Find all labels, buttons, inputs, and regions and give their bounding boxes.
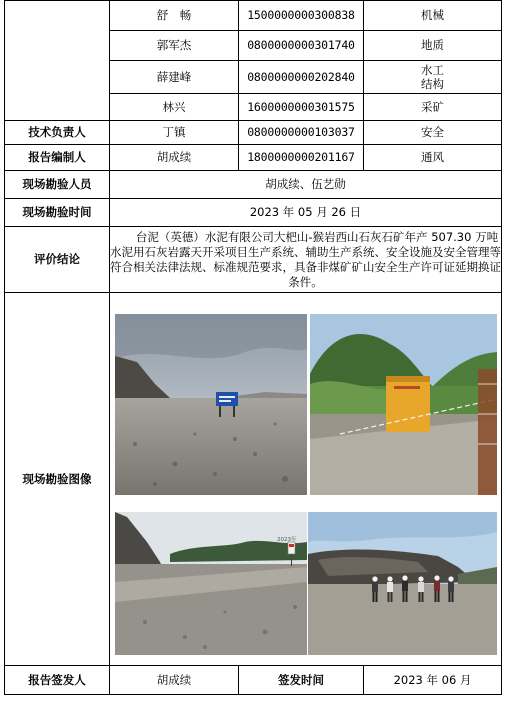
person-cert-id: 0800000000301740 — [239, 31, 364, 61]
report-author-label: 报告编制人 — [5, 145, 110, 171]
report-author-cert-id: 1800000000201167 — [239, 145, 364, 171]
booth-photo — [310, 314, 497, 495]
quarry-floor-photo — [115, 314, 307, 495]
person-name: 薛建峰 — [110, 61, 239, 94]
sign-date-value: 2023 年 06 月 — [364, 666, 502, 695]
report-table — [4, 0, 502, 695]
person-cert-id: 1500000000300838 — [239, 1, 364, 31]
sign-date-label: 签发时间 — [239, 666, 364, 695]
report-author-name: 胡成续 — [110, 145, 239, 171]
inspection-team-photo — [308, 512, 497, 655]
sign-text: 2023年 — [277, 537, 297, 543]
haul-road-photo — [115, 512, 307, 655]
report-author-role: 通风 — [364, 145, 502, 171]
person-name: 郭军杰 — [110, 31, 239, 61]
tech-lead-label: 技术负责人 — [5, 121, 110, 145]
survey-staff-value: 胡成续、伍艺勋 — [110, 171, 502, 199]
survey-images-label: 现场勘验图像 — [5, 293, 110, 666]
survey-images-cell — [110, 293, 502, 666]
person-cert-id: 1600000000301575 — [239, 94, 364, 121]
person-role: 地质 — [364, 31, 502, 61]
person-role: 采矿 — [364, 94, 502, 121]
person-role: 机械 — [364, 1, 502, 31]
signer-label: 报告签发人 — [5, 666, 110, 695]
conclusion-text: 台泥（英德）水泥有限公司大杷山-猴岩西山石灰石矿年产 507.30 万吨水泥用石灰岩露天开采项目生产系统、辅助生产系统、安全设施及安全管理等符合相关法律法规、标准规范要求，具备非煤矿矿山安全生产许可证延期换证条件。 — [110, 227, 502, 293]
person-name: 舒 畅 — [110, 1, 239, 31]
person-cert-id: 0800000000202840 — [239, 61, 364, 94]
survey-staff-label: 现场勘验人员 — [5, 171, 110, 199]
personnel-label-cell — [5, 1, 110, 121]
person-role: 水工 结构 — [364, 61, 502, 94]
survey-time-value: 2023 年 05 月 26 日 — [110, 199, 502, 227]
signer-name: 胡成续 — [110, 666, 239, 695]
tech-lead-name: 丁镇 — [110, 121, 239, 145]
survey-time-label: 现场勘验时间 — [5, 199, 110, 227]
tech-lead-role: 安全 — [364, 121, 502, 145]
tech-lead-cert-id: 0800000000103037 — [239, 121, 364, 145]
conclusion-label: 评价结论 — [5, 227, 110, 293]
person-name: 林兴 — [110, 94, 239, 121]
